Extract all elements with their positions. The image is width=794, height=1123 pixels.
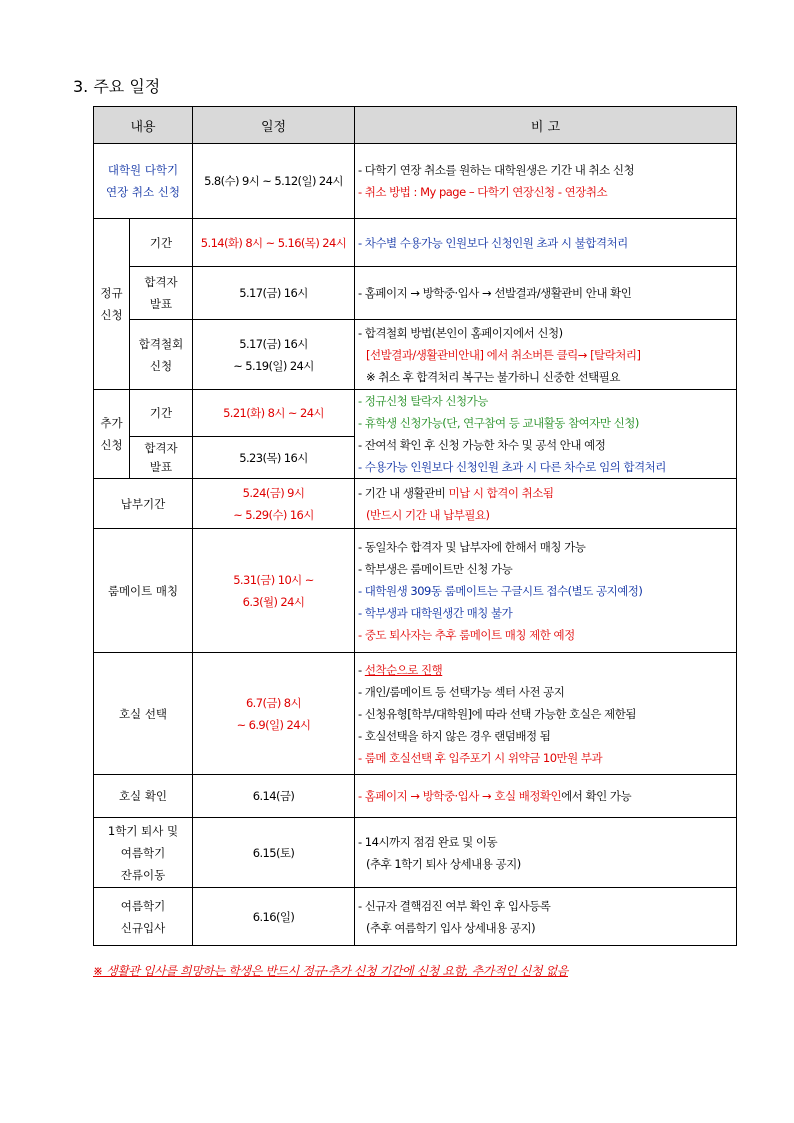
table-row (94, 888, 737, 946)
table-row (94, 267, 737, 320)
table-row (94, 818, 737, 888)
row-title: 1학기 퇴사 및 여름학기 잔류이동 (94, 818, 193, 888)
header-content: 내용 (94, 107, 193, 144)
row-date: 6.15(토) (193, 818, 355, 888)
row-date: 5.17(금) 16시 ~ 5.19(일) 24시 (193, 320, 355, 390)
row-date: 6.14(금) (193, 775, 355, 818)
table-row (94, 390, 737, 437)
row-title: 호실 확인 (94, 775, 193, 818)
row-date: 5.31(금) 10시 ~ 6.3(월) 24시 (193, 529, 355, 653)
group-regular: 정규 신청 (94, 219, 130, 390)
section-title: 3. 주요 일정 (73, 77, 161, 96)
table-row (94, 144, 737, 219)
table-row (94, 320, 737, 390)
table-row (94, 775, 737, 818)
row-date: 5.23(목) 16시 (193, 437, 355, 479)
row-date: 6.7(금) 8시 ~ 6.9(일) 24시 (193, 653, 355, 775)
row-title: 호실 선택 (94, 653, 193, 775)
row-title: 합격자 발표 (130, 267, 193, 320)
row-date: 5.8(수) 9시 ~ 5.12(일) 24시 (193, 144, 355, 219)
header-note: 비 고 (355, 107, 737, 144)
row-note: - 다학기 연장 취소를 원하는 대학원생은 기간 내 취소 신청 - 취소 방법 : My page – 다학기 연장신청 - 연장취소 (355, 144, 737, 219)
row-note: - 홈페이지 → 방학중·입사 → 호실 배정확인에서 확인 가능 (355, 775, 737, 818)
row-title: 합격철회 신청 (130, 320, 193, 390)
row-date: 5.14(화) 8시 ~ 5.16(목) 24시 (193, 219, 355, 267)
row-note: - 정규신청 탈락자 신청가능 - 휴학생 신청가능(단, 연구참여 등 교내활동 참여자만 신청) - 잔여석 확인 후 신청 가능한 차수 및 공석 안내 예정 - 수용가능 인원보다 신청인원 초과 시 다른 차수로 임의 합격처리 (355, 390, 737, 479)
row-note: - 기간 내 생활관비 미납 시 합격이 취소됨 (반드시 기간 내 납부필요) (355, 479, 737, 529)
row-note: - 신규자 결핵검진 여부 확인 후 입사등록 (추후 여름학기 입사 상세내용 공지) (355, 888, 737, 946)
row-note: - 차수별 수용가능 인원보다 신청인원 초과 시 불합격처리 (355, 219, 737, 267)
row-date: 5.17(금) 16시 (193, 267, 355, 320)
row-note: - 동일차수 합격자 및 납부자에 한해서 매칭 가능 - 학부생은 룸메이트만 신청 가능 - 대학원생 309동 룸메이트는 구글시트 접수(별도 공지예정) - 학부생과 대학원생간 매칭 불가 - 중도 퇴사자는 추후 룸메이트 매칭 제한 예정 (355, 529, 737, 653)
row-title: 대학원 다학기 연장 취소 신청 (94, 144, 193, 219)
row-title: 납부기간 (94, 479, 193, 529)
table-header-row (94, 107, 737, 144)
table-row (94, 529, 737, 653)
row-date: 5.21(화) 8시 ~ 24시 (193, 390, 355, 437)
table-row (94, 653, 737, 775)
schedule-table (93, 106, 737, 946)
row-note: - 합격철회 방법(본인이 홈페이지에서 신청) [선발결과/생활관비안내] 에서 취소버튼 클릭→ [탈락처리] ※ 취소 후 합격처리 복구는 불가하니 신중한 선택필요 (355, 320, 737, 390)
row-note: - 14시까지 점검 완료 및 이동 (추후 1학기 퇴사 상세내용 공지) (355, 818, 737, 888)
row-date: 6.16(일) (193, 888, 355, 946)
row-title: 룸메이트 매칭 (94, 529, 193, 653)
row-title: 기간 (130, 219, 193, 267)
header-schedule: 일정 (193, 107, 355, 144)
table-row (94, 219, 737, 267)
row-title: 기간 (130, 390, 193, 437)
row-title: 여름학기 신규입사 (94, 888, 193, 946)
row-note: - 선착순으로 진행 - 개인/룸메이트 등 선택가능 섹터 사전 공지 - 신청유형[학부/대학원]에 따라 선택 가능한 호실은 제한됨 - 호실선택을 하지 않은 경우 랜덤배정 됨 - 룸메 호실선택 후 입주포기 시 위약금 10만원 부과 (355, 653, 737, 775)
row-note: - 홈페이지 → 방학중·입사 → 선발결과/생활관비 안내 확인 (355, 267, 737, 320)
group-additional: 추가 신청 (94, 390, 130, 479)
table-row (94, 479, 737, 529)
footer-note: ※ 생활관 입사를 희망하는 학생은 반드시 정규·추가 신청 기간에 신청 요함, 추가적인 신청 없음 (93, 964, 568, 978)
row-title: 합격자 발표 (130, 437, 193, 479)
row-date: 5.24(금) 9시 ~ 5.29(수) 16시 (193, 479, 355, 529)
